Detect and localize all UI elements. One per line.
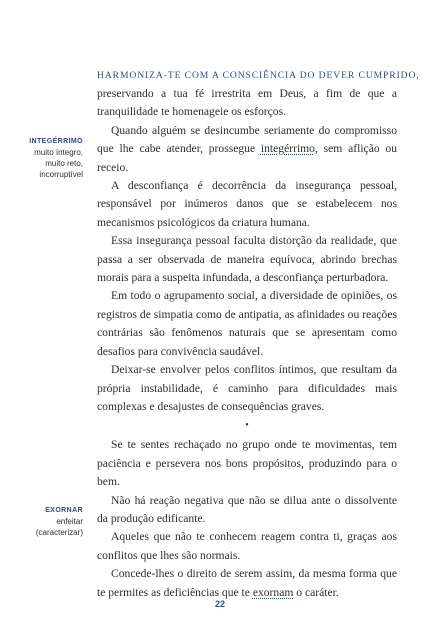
paragraph-5: Em todo o agrupamento social, a diversidade de opiniões, os registros de simpatia como de antipatia, as afinidades ou reações contrárias são fenômenos naturais que se apresentam como desafios para convivência saudável.: [97, 289, 397, 358]
glossary-term-label: EXORNAR: [45, 507, 83, 514]
paragraph-9: Aqueles que não te conhecem reagem contra ti, graças aos conflitos que lhes são normais.: [97, 530, 397, 562]
glossary-note-exornar: [36, 505, 83, 538]
paragraph-2-after: , sem aflição ou receio.: [97, 142, 397, 174]
paragraph-7: Se te sentes rechaçado no grupo onde te movimentas, tem paciência e persevera nos bons propósitos, produzindo para o bem.: [97, 438, 397, 489]
paragraph-8: Não há reação negativa que não se dilua ante o dissolvente da produção edificante.: [97, 493, 397, 525]
paragraph-10: [97, 565, 397, 602]
paragraph-2-before: Quando alguém se desincumbe seriamente do compromisso que lhe cabe atender, prossegue: [97, 123, 397, 156]
glossary-term-exornam: exornam: [252, 585, 294, 599]
paragraph-6: Deixar-se envolver pelos conflitos íntimos, que resultam da própria instabilidade, é caminho para dificuldades mais complexas e desajustes de consequências graves.: [97, 363, 397, 413]
glossary-definition-line: incorruptível: [39, 170, 83, 179]
section-separator: •: [245, 420, 249, 432]
main-text-column: [97, 69, 420, 602]
section-heading: HARMONIZA-TE COM A CONSCIÊNCIA DO DEVER CUMPRIDO,: [97, 70, 420, 81]
glossary-note-integerrimo: [29, 136, 83, 180]
paragraph-4: Essa insegurança pessoal faculta distorção da realidade, que passa a ser observada de maneira equívoca, abrindo brechas morais para a suspeita infundada, a desconfiança perturbadora.: [97, 234, 397, 285]
paragraph-3: A desconfiança é decorrência da insegurança pessoal, responsável por inúmeros danos que se estabelecem nos mecanismos psicológicos da criatura humana.: [97, 179, 397, 229]
glossary-definition-line: muito íntegro,: [34, 148, 83, 157]
paragraph-10-after: o caráter.: [293, 585, 339, 599]
glossary-term-label: INTEGÉRRIMO: [29, 138, 83, 145]
glossary-definition-line: (caracterizar): [35, 528, 83, 537]
paragraph-1: preservando a tua fé irrestrita em Deus, a fim de que a tranquilidade te homenageie os esforços.: [97, 87, 397, 119]
paragraph-2: [97, 122, 397, 177]
glossary-definition-line: muito reto,: [45, 159, 83, 168]
glossary-term-integerrimo: integérrimo: [260, 142, 315, 156]
paragraph-10-before: Concede-lhes o direito de serem assim, da mesma forma que te permites as deficiências que te: [97, 567, 397, 599]
glossary-definition-line: enfeitar: [56, 517, 83, 526]
page-number: 22: [214, 599, 225, 609]
